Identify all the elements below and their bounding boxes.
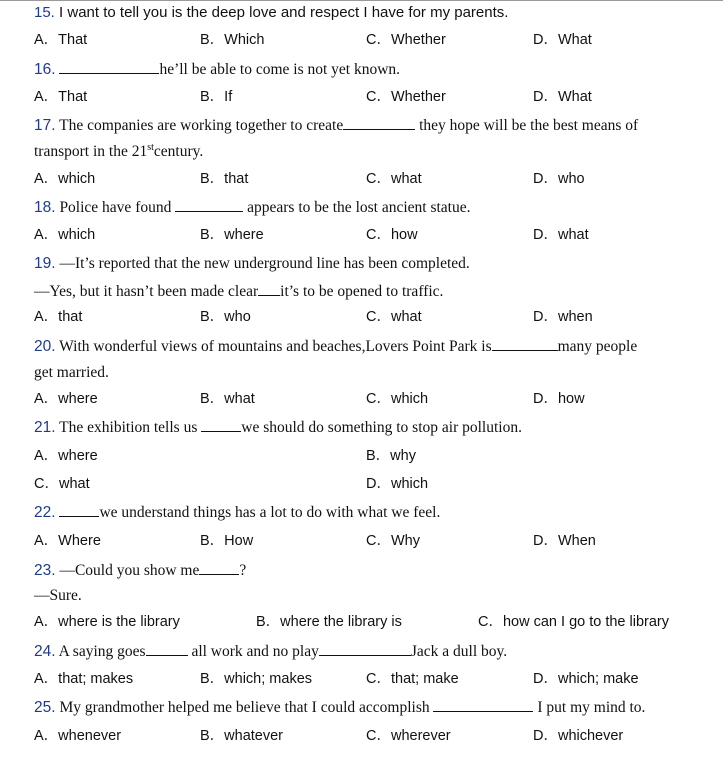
option-d: D．when: [533, 309, 593, 325]
option-d: D．When: [533, 533, 596, 549]
option-c: C．Whether: [366, 89, 446, 105]
question-text: it’s to be opened to traffic.: [280, 283, 444, 300]
question-text: Jack a dull boy.: [410, 643, 508, 660]
option-b: B．If: [200, 89, 233, 105]
question-17: [34, 115, 717, 136]
answer-blank: [319, 641, 411, 656]
question-text: The exhibition tells us: [59, 419, 198, 436]
option-a: A．That: [34, 89, 88, 105]
option-d: D．what: [533, 227, 589, 243]
option-c: C．what: [34, 476, 90, 492]
question-text: With wonderful views of mountains and beaches,Lovers Point Park is: [59, 338, 492, 355]
question-text: Police have found: [59, 199, 172, 216]
option-d: D．which; make: [533, 671, 639, 687]
question-text: get married.: [34, 364, 109, 381]
option-a: A．That: [34, 32, 88, 48]
option-a: A．Where: [34, 533, 101, 549]
question-number: 15.: [34, 4, 55, 21]
top-rule: [0, 0, 723, 1]
question-24: [34, 641, 717, 662]
option-b: B．that: [200, 171, 249, 187]
option-c: C．how: [366, 227, 418, 243]
question-text: My grandmother helped me believe that I could accomplish: [59, 699, 430, 716]
option-c: C．how can I go to the library: [478, 614, 670, 630]
option-b: B．How: [200, 533, 254, 549]
question-number: 25.: [34, 699, 56, 716]
question-text: we should do something to stop air pollution.: [241, 419, 522, 436]
question-number: 18.: [34, 199, 56, 216]
question-number: 17.: [34, 117, 56, 134]
option-c: C．that; make: [366, 671, 459, 687]
option-a: A．which: [34, 171, 96, 187]
question-number: 24.: [34, 643, 56, 660]
option-a: A．whenever: [34, 728, 122, 744]
option-c: C．Whether: [366, 32, 446, 48]
question-text: ?: [239, 562, 247, 579]
answer-blank: [201, 417, 241, 432]
option-d: D．who: [533, 171, 585, 187]
question-text: A saying goes: [58, 643, 146, 660]
option-a: A．which: [34, 227, 96, 243]
option-a: A．where is the library: [34, 614, 180, 630]
option-d: D．how: [533, 391, 585, 407]
option-b: B．which; makes: [200, 671, 313, 687]
question-number: 22.: [34, 504, 56, 521]
question-23: [34, 560, 717, 581]
question-text: I put my mind to.: [537, 699, 646, 716]
question-text: they hope will be the best means of: [419, 117, 639, 134]
answer-blank: [175, 197, 243, 212]
option-d: D．which: [366, 476, 429, 492]
question-text: he’ll be able to come is not yet known.: [159, 61, 401, 78]
option-b: B．whatever: [200, 728, 284, 744]
option-a: A．where: [34, 448, 98, 464]
question-21: [34, 417, 717, 438]
option-d: D．whichever: [533, 728, 624, 744]
option-b: B．Which: [200, 32, 265, 48]
question-text: transport in the 21: [34, 143, 148, 160]
option-c: C．what: [366, 309, 422, 325]
option-c: C．which: [366, 391, 429, 407]
option-c: C．what: [366, 171, 422, 187]
question-18: [34, 197, 717, 218]
superscript: st: [147, 141, 154, 153]
question-19: [34, 254, 717, 274]
option-d: D．What: [533, 89, 592, 105]
question-text: —It’s reported that the new underground line has been completed.: [59, 255, 470, 272]
question-15: [34, 3, 717, 23]
answer-blank: [343, 115, 415, 130]
question-number: 19.: [34, 255, 56, 272]
question-number: 21.: [34, 419, 56, 436]
question-20-continued: [34, 363, 717, 383]
option-a: A．that: [34, 309, 83, 325]
question-number: 16.: [34, 61, 56, 78]
answer-blank: [433, 697, 533, 712]
question-23-reply: [34, 586, 717, 606]
answer-blank: [199, 560, 239, 575]
option-b: B．who: [200, 309, 251, 325]
answer-blank: [59, 502, 99, 517]
option-d: D．What: [533, 32, 592, 48]
question-number: 23.: [34, 562, 56, 579]
question-text: all work and no play: [191, 643, 319, 660]
option-b: B．where: [200, 227, 264, 243]
question-text: century.: [153, 143, 204, 160]
question-17-continued: [34, 142, 717, 162]
answer-blank: [59, 59, 159, 74]
question-text: —Could you show me: [59, 562, 200, 579]
question-text: I want to tell you is the deep love and respect I have for my parents.: [59, 4, 509, 21]
question-text: we understand things has a lot to do with what we feel.: [99, 504, 441, 521]
question-19-reply: [34, 281, 717, 302]
option-c: C．wherever: [366, 728, 451, 744]
answer-blank: [492, 336, 558, 351]
question-number: 20.: [34, 338, 56, 355]
question-text: appears to be the lost ancient statue.: [247, 199, 471, 216]
question-22: [34, 502, 717, 523]
question-text: —Sure.: [34, 587, 82, 604]
answer-blank: [258, 281, 280, 296]
question-16: [34, 59, 717, 80]
option-b: B．what: [200, 391, 255, 407]
question-20: [34, 336, 717, 357]
option-a: A．where: [34, 391, 98, 407]
answer-blank: [146, 641, 188, 656]
option-a: A．that; makes: [34, 671, 134, 687]
question-text: many people: [557, 338, 638, 355]
option-b: B．where the library is: [256, 614, 402, 630]
question-text: The companies are working together to create: [59, 117, 344, 134]
question-text: —Yes, but it hasn’t been made clear: [34, 283, 259, 300]
option-c: C．Why: [366, 533, 420, 549]
option-b: B．why: [366, 448, 416, 464]
question-25: [34, 697, 717, 718]
